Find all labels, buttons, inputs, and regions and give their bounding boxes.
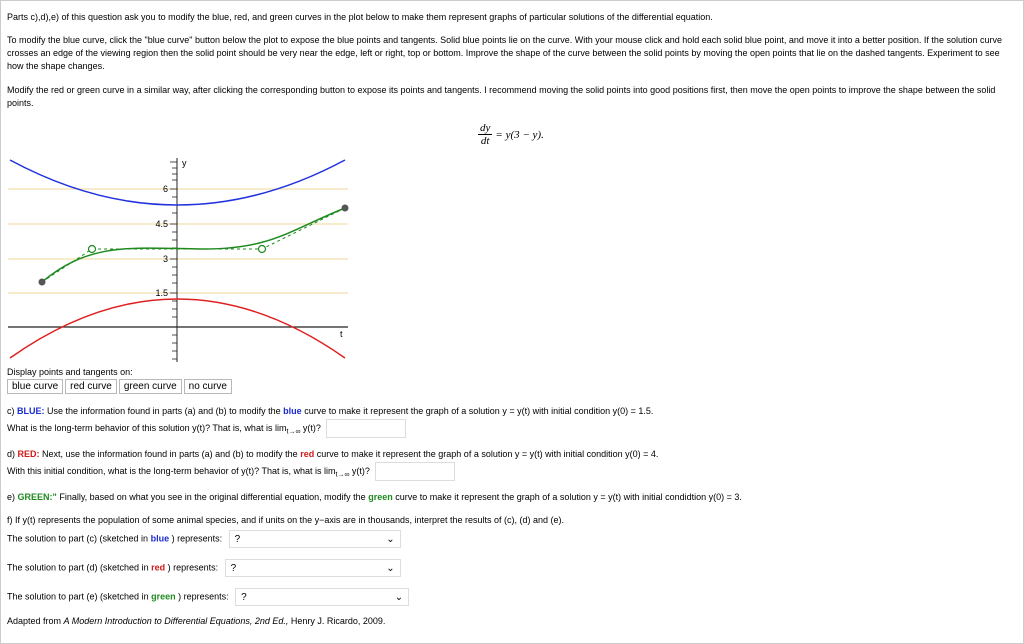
red-curve-button[interactable]: red curve [65,379,117,394]
part-d-interpretation-select[interactable] [225,559,401,577]
instructions-text-2: Modify the red or green curve in a similar way, after clicking the corresponding button to expose its points and tangents. I recommend moving the solid points into good positions first, then move the open points to improve the shape between the solid points. [7,85,996,108]
part-e-text: Finally, based on what you see in the original differential equation, modify the [59,492,366,502]
part-f-row-d [7,559,401,577]
eq-denominator: dt [480,135,490,147]
part-c-interpretation-select[interactable] [229,530,401,548]
instructions-text: To modify the blue curve, click the "blue curve" button below the plot to expose the blue points and tangents. Solid blue points lie on the curve. With your mouse click and hold each solid blue point, and move it into a better position. If the solution curve crosses an edge of the viewing region then the solid point should be very near the edge, left or right, top or bottom. Improve the shape of the curve between the solid points by moving the open points that lie on the dashed tangents. Experiment to see how the shape changes. [7,35,1002,71]
green-open-point-right[interactable] [259,246,266,253]
row-c-pre: The solution to part (c) (sketched in [7,533,149,544]
row-c-post: ) represents: [171,533,223,544]
part-d-text: Next, use the information found in parts (a) and (b) to modify the [42,449,298,459]
solution-plot[interactable] [0,150,360,365]
row-e-selected-value: ? [241,591,247,603]
row-e-post: ) represents: [178,591,229,602]
footer-author: Henry J. Ricardo, 2009. [290,616,386,626]
tick-label-3: 3 [162,254,168,264]
part-d-text2: curve to make it represent the graph of a solution y = y(t) with initial condition y(0) = 4. [316,449,659,459]
y-axis-ticks [170,162,177,359]
chevron-down-icon: ⌄ [386,533,395,545]
part-e-tag: GREEN:" [17,492,57,502]
footer-book-title: A Modern Introduction to Differential Equations, 2nd Ed., [63,616,289,626]
row-d-selected-value: ? [230,562,237,574]
part-e-statement [7,491,742,504]
part-d-answer-input[interactable] [375,462,455,481]
part-f-row-e [7,588,409,606]
eq-rhs: = y(3 − y). [495,128,544,141]
part-d-statement [7,448,658,461]
green-curve[interactable] [42,208,345,282]
t-axis-label: t [340,329,343,339]
curve-button-group [7,379,234,394]
part-d-prefix: d) [7,449,16,459]
green-tangent-left [42,249,177,282]
green-solid-point-right[interactable] [342,205,349,212]
blue-curve-button[interactable]: blue curve [7,379,63,394]
part-d-limit-sub: t→∞ [335,471,350,479]
part-d-question [7,462,455,482]
part-c-question-text: What is the long-term behavior of this solution y(t)? That is, what is lim [7,422,287,433]
eq-numerator: dy [480,122,491,134]
row-e-pre: The solution to part (e) (sketched in [7,591,149,602]
part-c-statement [7,405,653,418]
chevron-down-icon: ⌄ [394,591,404,603]
row-d-color-word: red [151,562,166,573]
footer-citation [7,615,385,628]
part-f-statement: f) If y(t) represents the population of some animal species, and if units on the y−axis are in thousands, interpret the results of (c), (d) and (e). [7,515,565,525]
part-c-question [7,419,406,439]
tick-label-4.5: 4.5 [155,219,168,229]
chevron-down-icon: ⌄ [386,562,395,574]
row-c-color-word: blue [150,533,170,544]
differential-equation [478,122,544,147]
part-c-question-end: y(t)? [302,422,321,433]
part-e-interpretation-select[interactable] [235,588,409,606]
green-open-point-left[interactable] [89,246,96,253]
controls-label: Display points and tangents on: [7,367,133,377]
part-c-tag: BLUE: [17,406,45,416]
part-c-limit-sub: t→∞ [286,428,301,436]
row-d-post: ) represents: [167,562,219,573]
footer-pre: Adapted from [7,616,62,626]
part-f-row-c [7,530,401,548]
y-axis-label: y [182,158,187,168]
green-curve-button[interactable]: green curve [119,379,182,394]
tick-label-6: 6 [162,184,168,194]
part-e-color-word: green [368,492,393,502]
part-d-color-word: red [300,449,315,459]
no-curve-button[interactable]: no curve [184,379,232,394]
tick-label-1.5: 1.5 [155,288,168,298]
green-solid-point-left[interactable] [39,279,46,286]
row-c-selected-value: ? [234,533,241,545]
part-c-color-word: blue [283,406,302,416]
intro-text: Parts c),d),e) of this question ask you to modify the blue, red, and green curves in the plot below to make them represent graphs of particular solutions of the differential equation. [7,12,713,22]
part-c-prefix: c) [7,406,15,416]
part-d-tag: RED: [17,449,40,459]
part-e-prefix: e) [7,492,16,502]
row-d-pre: The solution to part (d) (sketched in [7,562,149,573]
part-c-answer-input[interactable] [326,419,406,438]
part-c-text: Use the information found in parts (a) and (b) to modify the [47,406,281,416]
part-d-question-end: y(t)? [351,465,370,476]
part-d-question-text: With this initial condition, what is the long-term behavior of y(t)? That is, what is lim [7,465,336,476]
part-e-text2: curve to make it represent the graph of a solution y = y(t) with initial condidtion y(0) = 3. [395,492,742,502]
row-e-color-word: green [151,591,176,602]
part-c-text2: curve to make it represent the graph of a solution y = y(t) with initial condition y(0) = 1.5. [304,406,654,416]
